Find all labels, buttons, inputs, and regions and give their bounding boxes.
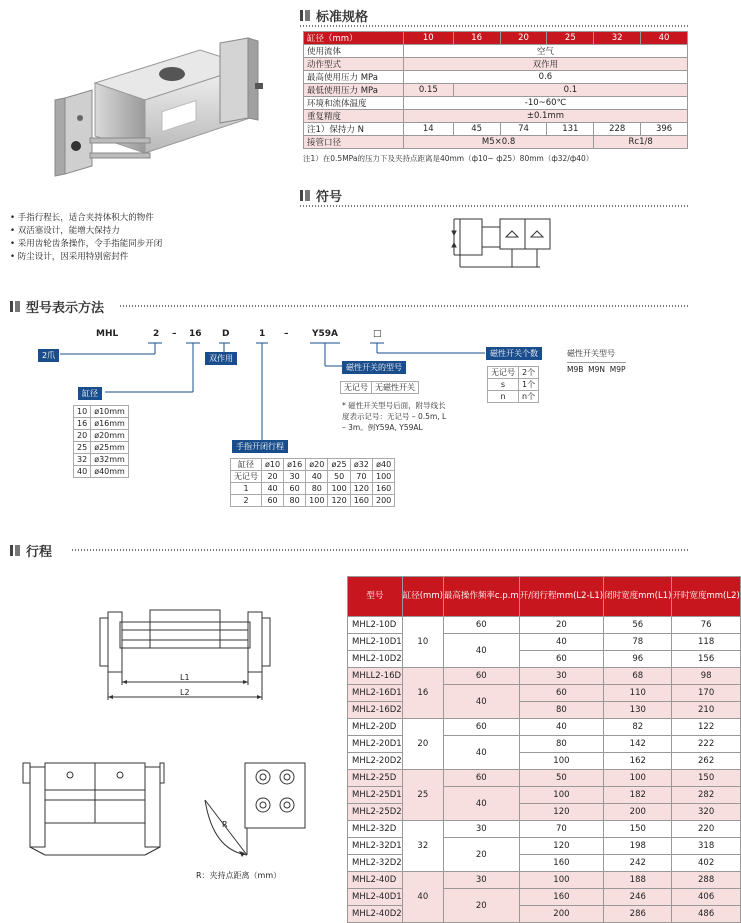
- cell-closed-width: 110: [604, 685, 672, 702]
- cell-open-width: 156: [672, 651, 740, 668]
- cell-model: MHL2-40D: [348, 872, 403, 889]
- code-dash: –: [284, 329, 289, 339]
- cell-closed-width: 182: [604, 787, 672, 804]
- cell-stroke: 160: [519, 855, 603, 872]
- col-closed-width: 闭时宽度mm(L1): [604, 577, 672, 617]
- cell-frequency: 40: [443, 787, 519, 821]
- cell-open-width: 402: [672, 855, 740, 872]
- cell-bore: 16: [402, 668, 443, 719]
- spec-note: 注1）在0.5MPa的压力下及夹持点距离是40mm（ф10~ ф25）80mm（ф32/ф40）: [303, 154, 594, 163]
- stroke-code-header: 缸径 ø10 ø16 ø20 ø25 ø32 ø40: [231, 459, 395, 471]
- cell-open-width: 220: [672, 821, 740, 838]
- col-frequency: 最高操作频率c.p.m: [443, 577, 519, 617]
- cell-model: MHL2-10D: [348, 617, 403, 634]
- dim-l1-label: L1: [180, 673, 190, 682]
- cell-closed-width: 142: [604, 736, 672, 753]
- cell-model: MHL2-32D2: [348, 855, 403, 872]
- cell-closed-width: 82: [604, 719, 672, 736]
- cell-stroke: 100: [519, 753, 603, 770]
- label-switch-type: 磁性开关型号: [567, 349, 615, 358]
- cell-bore: 40: [402, 872, 443, 923]
- cell-model: MHL2-20D2: [348, 753, 403, 770]
- cell-model: MHL2-10D1: [348, 634, 403, 651]
- spec-table: [303, 31, 688, 149]
- cell-stroke: 50: [519, 770, 603, 787]
- label-finger-stroke: 手指开闭行程: [232, 440, 288, 453]
- cell-closed-width: 130: [604, 702, 672, 719]
- switch-model-table: [340, 381, 419, 394]
- cell-frequency: 40: [443, 736, 519, 770]
- cell-stroke: 100: [519, 787, 603, 804]
- cell-stroke: 20: [519, 617, 603, 634]
- cell-stroke: 120: [519, 804, 603, 821]
- spec-title-rule: [300, 25, 690, 27]
- cell-model: MHL2-40D2: [348, 906, 403, 923]
- col-stroke: 开/闭行程mm(L2-L1): [519, 577, 603, 617]
- spec-row-bore: 缸径（mm） 10 16 20 25 32 40: [304, 32, 688, 45]
- code-stroke: 1: [259, 329, 266, 339]
- finger-stroke-table: [230, 458, 395, 507]
- count-row: s 1个: [488, 379, 539, 391]
- feature-item: • 采用齿轮齿条操作，令手指能同步开闭: [10, 239, 163, 249]
- cell-model: MHL2-16D1: [348, 685, 403, 702]
- r-label: R: [222, 820, 228, 829]
- cell-open-width: 262: [672, 753, 740, 770]
- code-jaws: 2: [153, 329, 160, 339]
- cell-closed-width: 150: [604, 821, 672, 838]
- bore-row: 25 ø25mm: [74, 442, 129, 454]
- cell-open-width: 406: [672, 889, 740, 906]
- cell-frequency: 60: [443, 617, 519, 634]
- cell-stroke: 40: [519, 719, 603, 736]
- cell-open-width: 98: [672, 668, 740, 685]
- stroke-code-row: 2 60 80 100 120 160 200: [231, 495, 395, 507]
- model-title-rule: [120, 305, 690, 307]
- cell-stroke: 30: [519, 668, 603, 685]
- cell-closed-width: 56: [604, 617, 672, 634]
- cell-stroke: 70: [519, 821, 603, 838]
- count-row: n n个: [488, 391, 539, 403]
- cell-open-width: 210: [672, 702, 740, 719]
- cell-closed-width: 78: [604, 634, 672, 651]
- switch-type-list: M9B M9N M9P: [567, 362, 626, 374]
- model-section-title: 型号表示方法: [10, 297, 104, 316]
- cell-closed-width: 100: [604, 770, 672, 787]
- code-switch: Y59A: [312, 329, 339, 339]
- label-switch-count: 磁性开关个数: [486, 347, 542, 360]
- cell-stroke: 100: [519, 872, 603, 889]
- r-caption: R：夹持点距离（mm）: [196, 871, 282, 880]
- cell-frequency: 30: [443, 821, 519, 838]
- stroke-table-row: [348, 821, 741, 838]
- cell-open-width: 76: [672, 617, 740, 634]
- stroke-table: [347, 576, 741, 923]
- cell-stroke: 200: [519, 906, 603, 923]
- bore-row: 40 ø40mm: [74, 466, 129, 478]
- cell-frequency: 60: [443, 770, 519, 787]
- cell-model: MHL2-32D: [348, 821, 403, 838]
- cell-bore: 20: [402, 719, 443, 770]
- cell-closed-width: 68: [604, 668, 672, 685]
- cell-model: MHL2-20D: [348, 719, 403, 736]
- cell-stroke: 80: [519, 736, 603, 753]
- spec-section-title: 标准规格: [300, 6, 368, 25]
- spec-row-min-pressure: 最低使用压力 MPa 0.15 0.1: [304, 84, 688, 97]
- pneumatic-symbol: [440, 207, 560, 279]
- code-bore: 16: [189, 329, 202, 339]
- stroke-title-rule: [72, 549, 690, 551]
- col-model: 型号: [348, 577, 403, 617]
- cell-closed-width: 200: [604, 804, 672, 821]
- cell-stroke: 120: [519, 838, 603, 855]
- spec-row-holding-force: 注1）保持力 N 14 45 74 131 228 396: [304, 123, 688, 136]
- cell-frequency: 60: [443, 719, 519, 736]
- count-row: 无记号 2个: [488, 367, 539, 379]
- cell-closed-width: 198: [604, 838, 672, 855]
- stroke-code-row: 无记号 20 30 40 50 70 100: [231, 471, 395, 483]
- stroke-table-row: [348, 668, 741, 685]
- cell-bore: 10: [402, 617, 443, 668]
- cell-closed-width: 188: [604, 872, 672, 889]
- cell-frequency: 20: [443, 838, 519, 872]
- spec-row-temperature: 环境和流体温度 -10~60℃: [304, 97, 688, 110]
- cell-model: MHLL2-16D: [348, 668, 403, 685]
- code-dash: –: [172, 329, 177, 339]
- cell-model: MHL2-25D: [348, 770, 403, 787]
- cell-model: MHL2-25D2: [348, 804, 403, 821]
- cell-open-width: 170: [672, 685, 740, 702]
- stroke-table-row: [348, 770, 741, 787]
- cell-frequency: 40: [443, 634, 519, 668]
- cell-open-width: 222: [672, 736, 740, 753]
- cell-model: MHL2-16D2: [348, 702, 403, 719]
- bore-row: 16 ø16mm: [74, 418, 129, 430]
- code-action: D: [222, 329, 230, 339]
- symbol-section-title: 符号: [300, 186, 342, 205]
- feature-item: • 手指行程长，适合夹持体积大的物件: [10, 213, 154, 223]
- code-series: MHL: [96, 329, 119, 339]
- switch-row: 无记号 无磁性开关: [341, 382, 419, 394]
- cell-model: MHL2-25D1: [348, 787, 403, 804]
- cell-closed-width: 246: [604, 889, 672, 906]
- stroke-code-row: 1 40 60 80 100 120 160: [231, 483, 395, 495]
- spec-row-action: 动作型式 双作用: [304, 58, 688, 71]
- col-bore: 缸径(mm): [402, 577, 443, 617]
- cell-open-width: 282: [672, 787, 740, 804]
- cell-open-width: 486: [672, 906, 740, 923]
- cell-frequency: 20: [443, 889, 519, 923]
- stroke-section-title: 行程: [10, 541, 52, 560]
- bore-row: 10 ø10mm: [74, 406, 129, 418]
- cell-model: MHL2-40D1: [348, 889, 403, 906]
- spec-row-repeatability: 重复精度 ±0.1mm: [304, 110, 688, 123]
- stroke-drawing-side: [185, 755, 315, 865]
- feature-item: • 防尘设计，因采用特别密封件: [10, 252, 129, 262]
- switch-count-table: [487, 366, 539, 403]
- cell-open-width: 320: [672, 804, 740, 821]
- cell-closed-width: 162: [604, 753, 672, 770]
- spec-row-max-pressure: 最高使用压力 MPa 0.6: [304, 71, 688, 84]
- feature-list: [10, 212, 162, 264]
- cell-frequency: 30: [443, 872, 519, 889]
- stroke-table-row: [348, 719, 741, 736]
- bore-row: 32 ø32mm: [74, 454, 129, 466]
- stroke-drawing-front: [15, 755, 165, 860]
- cell-stroke: 80: [519, 702, 603, 719]
- cell-stroke: 60: [519, 651, 603, 668]
- cell-frequency: 60: [443, 668, 519, 685]
- dim-l2-label: L2: [180, 688, 190, 697]
- label-bore: 缸径: [78, 387, 102, 400]
- stroke-table-row: [348, 872, 741, 889]
- feature-item: • 双活塞设计，能增大保持力: [10, 226, 120, 236]
- cell-closed-width: 242: [604, 855, 672, 872]
- cell-stroke: 60: [519, 685, 603, 702]
- spec-row-fluid: 使用流体 空气: [304, 45, 688, 58]
- cell-closed-width: 96: [604, 651, 672, 668]
- stroke-table-header: [348, 577, 741, 617]
- cell-open-width: 318: [672, 838, 740, 855]
- cell-model: MHL2-10D2: [348, 651, 403, 668]
- stroke-table-row: [348, 617, 741, 634]
- cell-stroke: 160: [519, 889, 603, 906]
- cell-open-width: 118: [672, 634, 740, 651]
- cell-bore: 32: [402, 821, 443, 872]
- bore-code-table: [73, 405, 129, 478]
- label-double-acting: 双作用: [205, 352, 237, 365]
- label-2-jaw: 2爪: [38, 349, 59, 362]
- label-switch-model: 磁性开关的型号: [342, 361, 406, 374]
- col-open-width: 开时宽度mm(L2): [672, 577, 740, 617]
- cell-open-width: 150: [672, 770, 740, 787]
- cell-model: MHL2-32D1: [348, 838, 403, 855]
- cell-bore: 25: [402, 770, 443, 821]
- cell-open-width: 122: [672, 719, 740, 736]
- bore-row: 20 ø20mm: [74, 430, 129, 442]
- product-photo: [50, 38, 265, 188]
- cell-model: MHL2-20D1: [348, 736, 403, 753]
- spec-row-port-size: 接管口径 M5×0.8 Rc1/8: [304, 136, 688, 149]
- switch-note: * 磁性开关型号后面，附导线长度表示记号：无记号 – 0.5m, L – 3m。例Y59A, Y59AL: [342, 401, 447, 432]
- cell-closed-width: 286: [604, 906, 672, 923]
- cell-stroke: 40: [519, 634, 603, 651]
- code-switch-count: □: [373, 329, 382, 339]
- cell-open-width: 288: [672, 872, 740, 889]
- cell-frequency: 40: [443, 685, 519, 719]
